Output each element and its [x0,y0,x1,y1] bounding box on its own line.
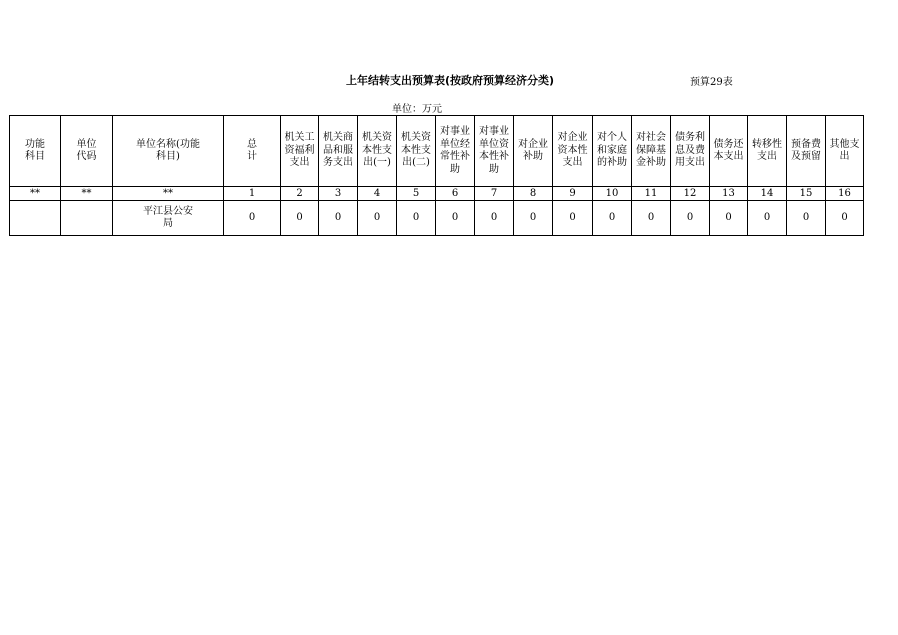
index-cell: 4 [358,187,397,201]
header-cell-col-11: 债务利息及费用支出 [671,116,710,187]
index-row [10,187,864,201]
value-cell: 0 [826,201,864,236]
budget-table [9,115,864,236]
unit-name-cell: 平江县公安局 [113,201,224,236]
index-cell: 2 [281,187,319,201]
index-cell: 1 [224,187,281,201]
header-cell-col-3: 机关资本性支出(一) [358,116,397,187]
index-cell: ** [113,187,224,201]
header-cell-col-15: 其他支出 [826,116,864,187]
header-cell-col-12: 债务还本支出 [710,116,748,187]
value-cell: 0 [787,201,826,236]
index-cell: 12 [671,187,710,201]
value-cell: 0 [593,201,632,236]
value-cell: 0 [632,201,671,236]
index-cell: 5 [397,187,436,201]
value-cell-total: 0 [224,201,281,236]
index-cell: ** [61,187,113,201]
index-cell: 8 [514,187,553,201]
page-title: 上年结转支出预算表(按政府预算经济分类) [345,74,555,87]
header-cell-func-code: 功能科目 [10,116,61,187]
header-cell-col-14: 预备费及预留 [787,116,826,187]
value-cell: 0 [553,201,593,236]
index-cell: 7 [475,187,514,201]
index-cell: 3 [319,187,358,201]
unit-code-cell [61,201,113,236]
value-cell: 0 [319,201,358,236]
index-cell: 10 [593,187,632,201]
header-cell-col-8: 对企业资本性支出 [553,116,593,187]
header-cell-col-10: 对社会保障基金补助 [632,116,671,187]
header-cell-col-1: 机关工资福利支出 [281,116,319,187]
table-row [10,201,864,236]
value-cell: 0 [475,201,514,236]
unit-label: 单位：万元 [392,104,442,115]
value-cell: 0 [710,201,748,236]
index-cell: 13 [710,187,748,201]
header-cell-col-4: 机关资本性支出(二) [397,116,436,187]
header-cell-col-6: 对事业单位资本性补助 [475,116,514,187]
header-cell-total: 总计 [224,116,281,187]
header-cell-col-7: 对企业补助 [514,116,553,187]
index-cell: ** [10,187,61,201]
header-cell-unit-name: 单位名称(功能科目) [113,116,224,187]
value-cell: 0 [514,201,553,236]
index-cell: 9 [553,187,593,201]
value-cell: 0 [358,201,397,236]
index-cell: 11 [632,187,671,201]
func-code-cell [10,201,61,236]
header-row [10,116,864,187]
table-number: 预算29表 [690,77,733,88]
value-cell: 0 [281,201,319,236]
index-cell: 14 [748,187,787,201]
index-cell: 15 [787,187,826,201]
header-cell-unit-code: 单位代码 [61,116,113,187]
value-cell: 0 [671,201,710,236]
header-cell-col-5: 对事业单位经常性补助 [436,116,475,187]
index-cell: 6 [436,187,475,201]
header-cell-col-2: 机关商品和服务支出 [319,116,358,187]
header-cell-col-9: 对个人和家庭的补助 [593,116,632,187]
value-cell: 0 [397,201,436,236]
value-cell: 0 [748,201,787,236]
value-cell: 0 [436,201,475,236]
index-cell: 16 [826,187,864,201]
header-cell-col-13: 转移性支出 [748,116,787,187]
